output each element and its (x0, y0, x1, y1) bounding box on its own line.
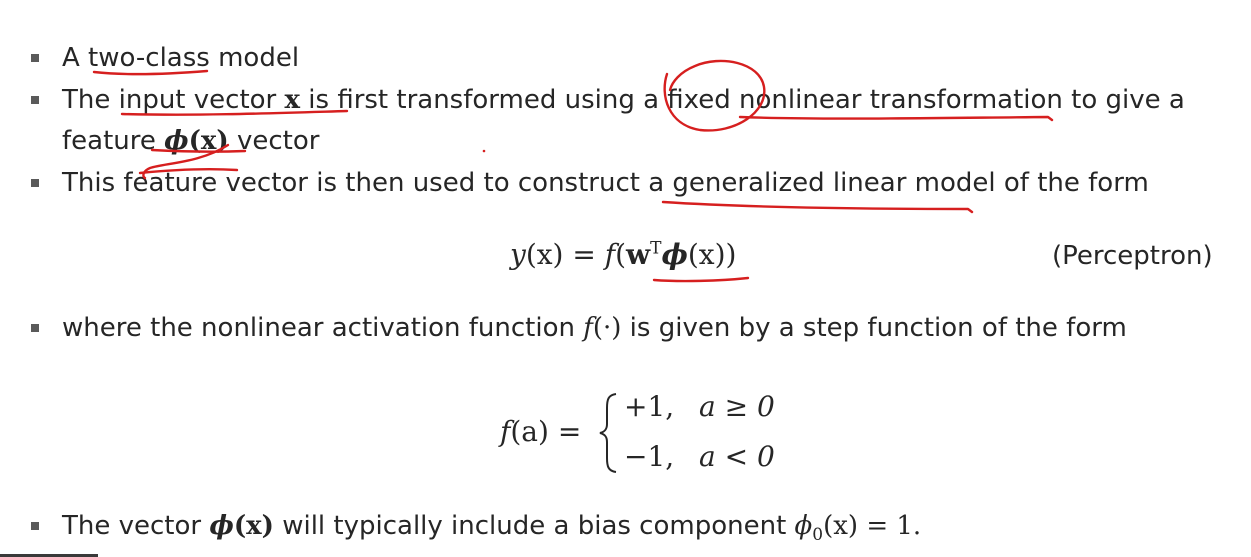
bullet-2-part3: feature (62, 126, 165, 156)
bullet-5-part2: will typically include a bias component (273, 511, 795, 541)
bullet-marker-2 (31, 96, 39, 104)
bullet-5-phi: ϕ (209, 511, 234, 541)
case-row-2-cond (699, 440, 775, 473)
bullet-5-tail: (x) = 1. (823, 511, 922, 541)
eq1-phi: ϕ (661, 238, 688, 271)
bullet-marker-5 (31, 522, 39, 530)
bullet-marker-3 (31, 179, 39, 187)
red-dot (483, 150, 486, 153)
bullet-4-part1: where the nonlinear activation function (62, 313, 584, 343)
case-row-1 (624, 390, 674, 423)
perceptron-tag: (Perceptron) (1052, 241, 1213, 271)
bullet-2-x-arg: (x) (188, 126, 229, 156)
bullet-two-class-model (62, 43, 299, 73)
underline-phi-in-equation (654, 278, 748, 281)
bullet-5-x: (x) (233, 511, 274, 541)
case1-value: +1, (624, 390, 675, 423)
bullet-4-dot: (·) (592, 313, 622, 343)
bullet-1-text: A two-class model (62, 43, 300, 73)
eq1-y: y (510, 238, 526, 271)
bullet-4-f: f (583, 313, 593, 343)
bullet-feature-vector (62, 168, 1149, 198)
bullet-2-part2: is first transformed using a fixed nonlinear transformation to give a (300, 85, 1185, 115)
eq2-f: f (500, 415, 511, 448)
bullet-activation-function (62, 313, 1127, 343)
bullet-2-part1: The input vector (62, 85, 285, 115)
bullet-5-part1: The vector (62, 511, 210, 541)
case-row-2 (624, 440, 674, 473)
bullet-input-vector-line1 (62, 85, 1185, 115)
eq2-a: (a) = (510, 415, 582, 448)
step-function-lhs (500, 415, 581, 448)
bullet-4-part2: is given by a step function of the form (621, 313, 1127, 343)
bullet-3-text: This feature vector is then used to construct a generalized linear model of the form (62, 168, 1149, 198)
case-row-1-cond (699, 390, 775, 423)
cases-brace (598, 392, 620, 474)
case2-condition: a < 0 (699, 440, 775, 473)
eq1-open: ( (615, 238, 627, 271)
eq1-transpose: T (650, 238, 662, 259)
bullet-5-phi0: ϕ (794, 511, 813, 541)
bullet-2-phi: ϕ (164, 126, 189, 156)
bullet-2-x: x (284, 85, 301, 115)
bullet-marker-1 (31, 54, 39, 62)
underline-nonlinear-transformation (740, 117, 1052, 120)
eq1-close: ) (725, 238, 737, 271)
case2-value: −1, (624, 440, 675, 473)
eq1-phi-arg: (x) (687, 238, 726, 271)
perceptron-equation (510, 238, 736, 271)
eq1-f: f (604, 238, 616, 271)
bullet-5-sub0: 0 (812, 525, 824, 546)
bullet-2-part4: vector (228, 126, 320, 156)
eq1-x: (x) = (525, 238, 605, 271)
bullet-input-vector-line2 (62, 126, 319, 156)
case1-condition: a ≥ 0 (699, 390, 775, 423)
underline-generalized-linear-model (663, 202, 972, 212)
eq1-w: w (626, 238, 651, 271)
bullet-bias-component (62, 511, 921, 550)
bullet-marker-4 (31, 324, 39, 332)
